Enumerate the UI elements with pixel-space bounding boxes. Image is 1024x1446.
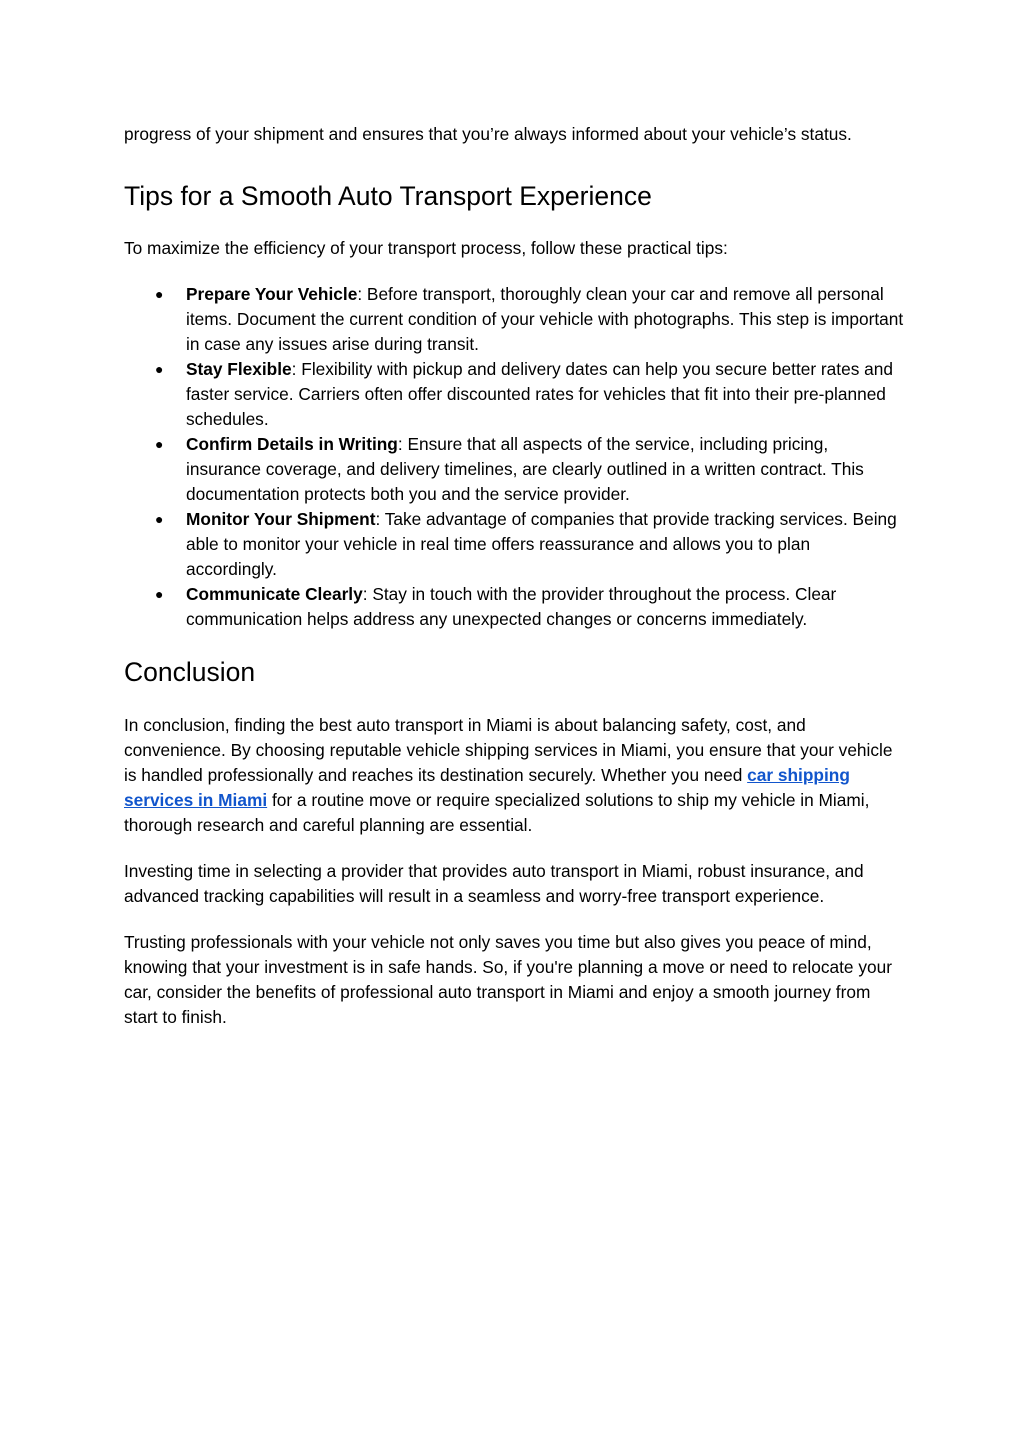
- bullet-icon: ●: [155, 586, 164, 602]
- tip-title: Confirm Details in Writing: [186, 434, 398, 454]
- tip-title: Stay Flexible: [186, 359, 292, 379]
- tip-item-monitor-shipment: [155, 507, 904, 582]
- document-body: [124, 122, 904, 1030]
- tip-text: : Ensure that all aspects of the service, including pricing, insurance coverage, and delivery timelines, are clearly outlined in a written contract. This documentation protects both you and the service provider.: [186, 434, 864, 504]
- conclusion-text-before-link: In conclusion, finding the best auto transport in Miami is about balancing safety, cost, and convenience. By choosing reputable vehicle shipping services in Miami, you ensure that your vehicle is handled professionally and reaches its destination securely. Whether you need: [124, 715, 893, 785]
- bullet-icon: ●: [155, 286, 164, 302]
- tip-item-prepare-vehicle: [155, 282, 904, 357]
- tip-title: Communicate Clearly: [186, 584, 363, 604]
- tips-list: [124, 282, 904, 632]
- intro-continued-paragraph: progress of your shipment and ensures that you’re always informed about your vehicle’s status.: [124, 124, 852, 144]
- tip-text: : Before transport, thoroughly clean your car and remove all personal items. Document the current condition of your vehicle with photographs. This step is important in case any issues arise during transit.: [186, 284, 904, 354]
- tip-item-communicate-clearly: [155, 582, 904, 632]
- conclusion-heading: Conclusion: [124, 657, 256, 687]
- tips-intro-paragraph: To maximize the efficiency of your transport process, follow these practical tips:: [124, 238, 728, 258]
- conclusion-paragraph-1: [124, 713, 904, 838]
- conclusion-paragraph-3: Trusting professionals with your vehicle not only saves you time but also gives you peace of mind, knowing that your investment is in safe hands. So, if you're planning a move or need to relocate your car, consider the benefits of professional auto transport in Miami and enjoy a smooth journey from start to finish.: [124, 932, 892, 1027]
- tip-text: : Take advantage of companies that provide tracking services. Being able to monitor your vehicle in real time offers reassurance and allows you to plan accordingly.: [186, 509, 897, 579]
- conclusion-paragraph-2: Investing time in selecting a provider that provides auto transport in Miami, robust insurance, and advanced tracking capabilities will result in a seamless and worry-free transport experience.: [124, 861, 864, 906]
- tips-heading: Tips for a Smooth Auto Transport Experience: [124, 181, 652, 211]
- tip-item-confirm-details: [155, 432, 904, 507]
- bullet-icon: ●: [155, 361, 164, 377]
- bullet-icon: ●: [155, 436, 164, 452]
- conclusion-text-after-link: for a routine move or require specialized solutions to ship my vehicle in Miami, thorough research and careful planning are essential.: [124, 790, 870, 835]
- car-shipping-services-link[interactable]: car shipping services in Miami: [124, 765, 850, 810]
- tip-title: Monitor Your Shipment: [186, 509, 376, 529]
- tip-item-stay-flexible: [155, 357, 904, 432]
- tip-title: Prepare Your Vehicle: [186, 284, 358, 304]
- bullet-icon: ●: [155, 511, 164, 527]
- tip-text: : Stay in touch with the provider throughout the process. Clear communication helps address any unexpected changes or concerns immediately.: [186, 584, 837, 629]
- tip-text: : Flexibility with pickup and delivery dates can help you secure better rates and faster service. Carriers often offer discounted rates for vehicles that fit into their pre-planned schedules.: [186, 359, 893, 429]
